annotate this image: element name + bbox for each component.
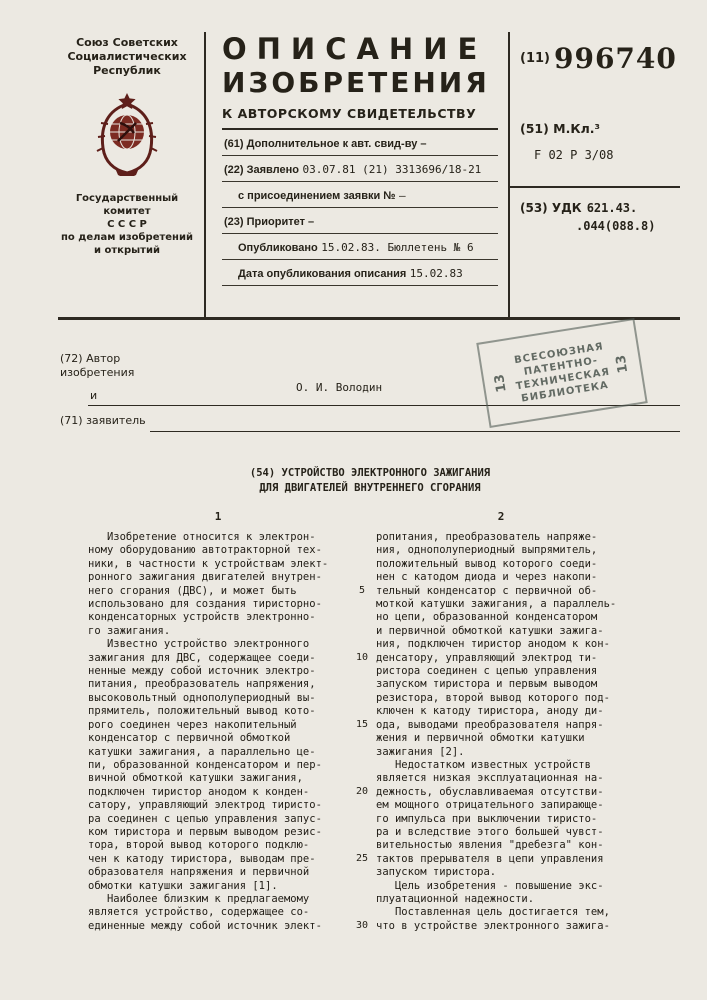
- field-value: –: [399, 189, 406, 202]
- issuing-authority-block: [58, 32, 206, 317]
- body-column-left: Изобретение относится к электрон- ному оборудованию автотракторной тех- ники, в частности к устройствам элект- ронного зажигания двигателей внутрен- него сгорания (ДВС), и может быть использовано для создания тиристорно- конденсаторных устройств электронно- го зажигания. Известно устройство электронного зажигания для ДВС, содержащее соеди- ненные между собой источник электро- питания, преобразователь напряжения, высоковольтный однополупериодный вы- прямитель, положительный вывод кото- рого соединен через накопительный конденсатор с первичной обмоткой катушки зажигания, а параллельно це- пи, образованной конденсатором и пер- вичной обмоткой катушки зажигания, подключен тиристор анодом к конден- сатору, управляющий электрод тиристо- ра соединен с цепью управления запус- ком тиристора и первым выводом резис- тора, второй вывод которого подклю- чен к катоду тиристора, выводам пре- образователя напряжения и первичной обмотки катушки зажигания [1]. Наиболее близким к предлагаемому является устройство, содержащее со- единенные между собой источник элект-: [88, 531, 329, 932]
- stamp-side-number-left: 13: [492, 372, 511, 393]
- field-value: 15.02.83: [409, 267, 463, 280]
- library-stamp: [476, 318, 647, 428]
- column-markers: [88, 510, 654, 523]
- line-number-marker: 30: [355, 920, 369, 931]
- bibliographic-field-attachment: [222, 182, 498, 208]
- line-number-marker: 5: [358, 585, 366, 596]
- int-class-value: F 02 P 3/08: [534, 148, 614, 162]
- classification-block: [510, 32, 680, 317]
- invention-title: [88, 466, 652, 496]
- publication-number-row: [520, 42, 680, 75]
- bibliographic-field-23: [222, 208, 498, 234]
- publication-code: (11): [520, 51, 550, 66]
- line-number-marker: 20: [355, 786, 369, 797]
- int-class-label: (51) М.Кл.³: [520, 121, 600, 136]
- field-label: Дата опубликования описания: [238, 268, 407, 280]
- field-value: 15.02.83. Бюллетень № 6: [321, 241, 474, 254]
- stamp-text: ВСЕСОЮЗНАЯ ПАТЕНТНО- ТЕХНИЧЕСКАЯ БИБЛИОТЕКА: [513, 341, 611, 405]
- int-class-block: [520, 121, 680, 162]
- ussr-coat-of-arms-icon: [90, 92, 164, 176]
- column-2-marker: 2: [497, 510, 505, 523]
- field-value: 03.07.81 (21) 3313696/18-21: [302, 163, 482, 176]
- bibliographic-field-61: [222, 130, 498, 156]
- description-body: [88, 510, 654, 933]
- column-1-marker: 1: [214, 510, 222, 523]
- bibliographic-field-22: [222, 156, 498, 182]
- header-divider-rule: [58, 317, 680, 320]
- line-number-gutter: [348, 531, 376, 933]
- field-label: (61) Дополнительное к авт. свид-ву –: [224, 138, 427, 150]
- document-header: [58, 32, 680, 317]
- invention-title-line2: ДЛЯ ДВИГАТЕЛЕЙ ВНУТРЕННЕГО СГОРАНИЯ: [259, 482, 481, 494]
- author-conjunction: и: [90, 389, 98, 402]
- line-number-marker: 15: [355, 719, 369, 730]
- line-number-marker: 25: [355, 853, 369, 864]
- field-label: (22) Заявлено: [224, 164, 299, 176]
- emblem-svg: [90, 92, 164, 176]
- applicant-label: (71) заявитель: [60, 414, 146, 427]
- publication-number: 996740: [553, 42, 677, 75]
- description-title-block: [206, 32, 510, 317]
- field-label: (23) Приоритет –: [224, 216, 315, 228]
- body-column-right: ропитания, преобразователь напряже- ния, однополупериодный выпрямитель, положительный вывод которого соеди- нен с катодом диода и через накопи- тельный конденсатор с первичной об- моткой катушки зажигания, а параллель- но цепи, образованной конденсатором и первичной обмоткой катушки зажига- ния, подключен тиристор анодом к кон- денсатору, управляющий электрод ти- ристора соединен с цепью управления запуском тиристора и первым выводом резистора, второй вывод которого под- ключен к катоду тиристора, аноду ди- ода, выводами преобразователя напря- жения и первичной обмотки катушки зажигания [2]. Недостатком известных устройств является низкая эксплуатационная на- дежность, обуславливаемая отсутстви- ем мощного отрицательного запирающе- го импульса при выключении тиристо- ра и вследствие этого большей чувст- вительностью явления "дребезга" кон- тактов прерывателя в цепи управления запуском тиристора. Цель изобретения - повышение экс- плуатационной надежности. Поставленная цель достигается тем, что в устройстве электронного зажига-: [376, 531, 617, 932]
- udk-value-line1: 621.43.: [586, 201, 638, 215]
- field-label: с присоединением заявки №: [238, 190, 396, 202]
- udk-block: [510, 186, 680, 233]
- invention-title-line1: (54) УСТРОЙСТВО ЭЛЕКТРОННОГО ЗАЖИГАНИЯ: [249, 467, 491, 479]
- udk-label: (53) УДК: [520, 201, 582, 215]
- field-label: Опубликовано: [238, 242, 318, 254]
- doc-type-title-line1: ОПИСАНИЕ: [222, 32, 488, 66]
- applicant-row-rule: [150, 431, 680, 432]
- union-name: Союз Советских Социалистических Республик: [67, 36, 187, 77]
- two-column-text: [88, 531, 654, 933]
- state-committee-name: Государственный комитет С С С Р по делам изобретений и открытий: [61, 193, 193, 256]
- author-label: (72) Автор изобретения: [60, 352, 135, 379]
- stamp-side-number-right: 13: [613, 353, 632, 374]
- bibliographic-field-published: [222, 234, 498, 260]
- udk-value-line2: .044(088.8): [576, 219, 656, 233]
- line-number-marker: 10: [355, 652, 369, 663]
- doc-subtitle: К АВТОРСКОМУ СВИДЕТЕЛЬСТВУ: [222, 106, 498, 130]
- author-name: О. И. Володин: [296, 381, 383, 394]
- doc-type-title-line2: ИЗОБРЕТЕНИЯ: [222, 66, 490, 99]
- bibliographic-field-pub-date: [222, 260, 498, 286]
